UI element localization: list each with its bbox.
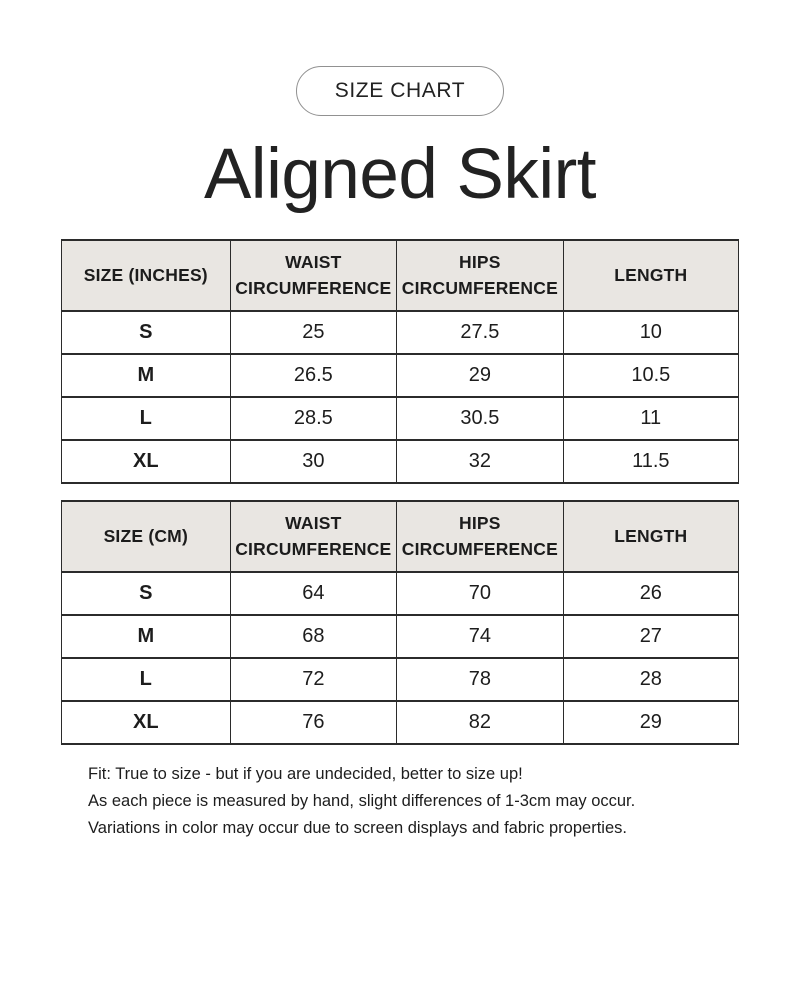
waist-cell: 64 (230, 572, 397, 615)
column-header-length: LENGTH (563, 501, 738, 572)
waist-cell: 76 (230, 701, 397, 744)
hips-cell: 78 (397, 658, 564, 701)
size-cell: XL (62, 440, 231, 483)
waist-cell: 26.5 (230, 354, 397, 397)
length-cell: 10 (563, 311, 738, 354)
length-cell: 11 (563, 397, 738, 440)
note-line-fit: Fit: True to size - but if you are undecided, better to size up! (88, 765, 523, 784)
note-line-measure: As each piece is measured by hand, slight differences of 1-3cm may occur. (88, 791, 636, 810)
column-header-hips: HIPS CIRCUMFERENCE (397, 240, 564, 311)
size-cell: XL (62, 701, 231, 744)
hips-cell: 32 (397, 440, 564, 483)
table-row (62, 572, 739, 615)
column-header-waist: WAIST CIRCUMFERENCE (230, 240, 397, 311)
waist-cell: 25 (230, 311, 397, 354)
note-line-color: Variations in color may occur due to screen displays and fabric properties. (88, 818, 627, 837)
column-header-size: SIZE (INCHES) (62, 240, 231, 311)
size-chart-badge (296, 66, 504, 116)
column-header-hips: HIPS CIRCUMFERENCE (397, 501, 564, 572)
size-cell: M (62, 354, 231, 397)
tables-container (61, 239, 739, 745)
size-cell: S (62, 572, 231, 615)
table-row (62, 658, 739, 701)
size-cell: M (62, 615, 231, 658)
size-cell: L (62, 397, 231, 440)
length-cell: 27 (563, 615, 738, 658)
hips-cell: 70 (397, 572, 564, 615)
size-cell: S (62, 311, 231, 354)
table-row (62, 397, 739, 440)
table-row (62, 440, 739, 483)
column-header-length: LENGTH (563, 240, 738, 311)
header-row (62, 501, 739, 572)
table-row (62, 311, 739, 354)
waist-cell: 28.5 (230, 397, 397, 440)
hips-cell: 82 (397, 701, 564, 744)
table-row (62, 354, 739, 397)
hips-cell: 29 (397, 354, 564, 397)
length-cell: 10.5 (563, 354, 738, 397)
waist-cell: 68 (230, 615, 397, 658)
size-table-inches (61, 239, 739, 484)
hips-cell: 27.5 (397, 311, 564, 354)
column-header-waist: WAIST CIRCUMFERENCE (230, 501, 397, 572)
size-cell: L (62, 658, 231, 701)
hips-cell: 74 (397, 615, 564, 658)
hips-cell: 30.5 (397, 397, 564, 440)
header-row (62, 240, 739, 311)
length-cell: 29 (563, 701, 738, 744)
column-header-size: SIZE (CM) (62, 501, 231, 572)
waist-cell: 30 (230, 440, 397, 483)
size-table-cm (61, 500, 739, 745)
size-chart-badge-label: SIZE CHART (334, 79, 466, 102)
table-row (62, 701, 739, 744)
length-cell: 11.5 (563, 440, 738, 483)
waist-cell: 72 (230, 658, 397, 701)
length-cell: 28 (563, 658, 738, 701)
notes (88, 761, 800, 842)
length-cell: 26 (563, 572, 738, 615)
table-row (62, 615, 739, 658)
page-title: Aligned Skirt (203, 135, 597, 214)
